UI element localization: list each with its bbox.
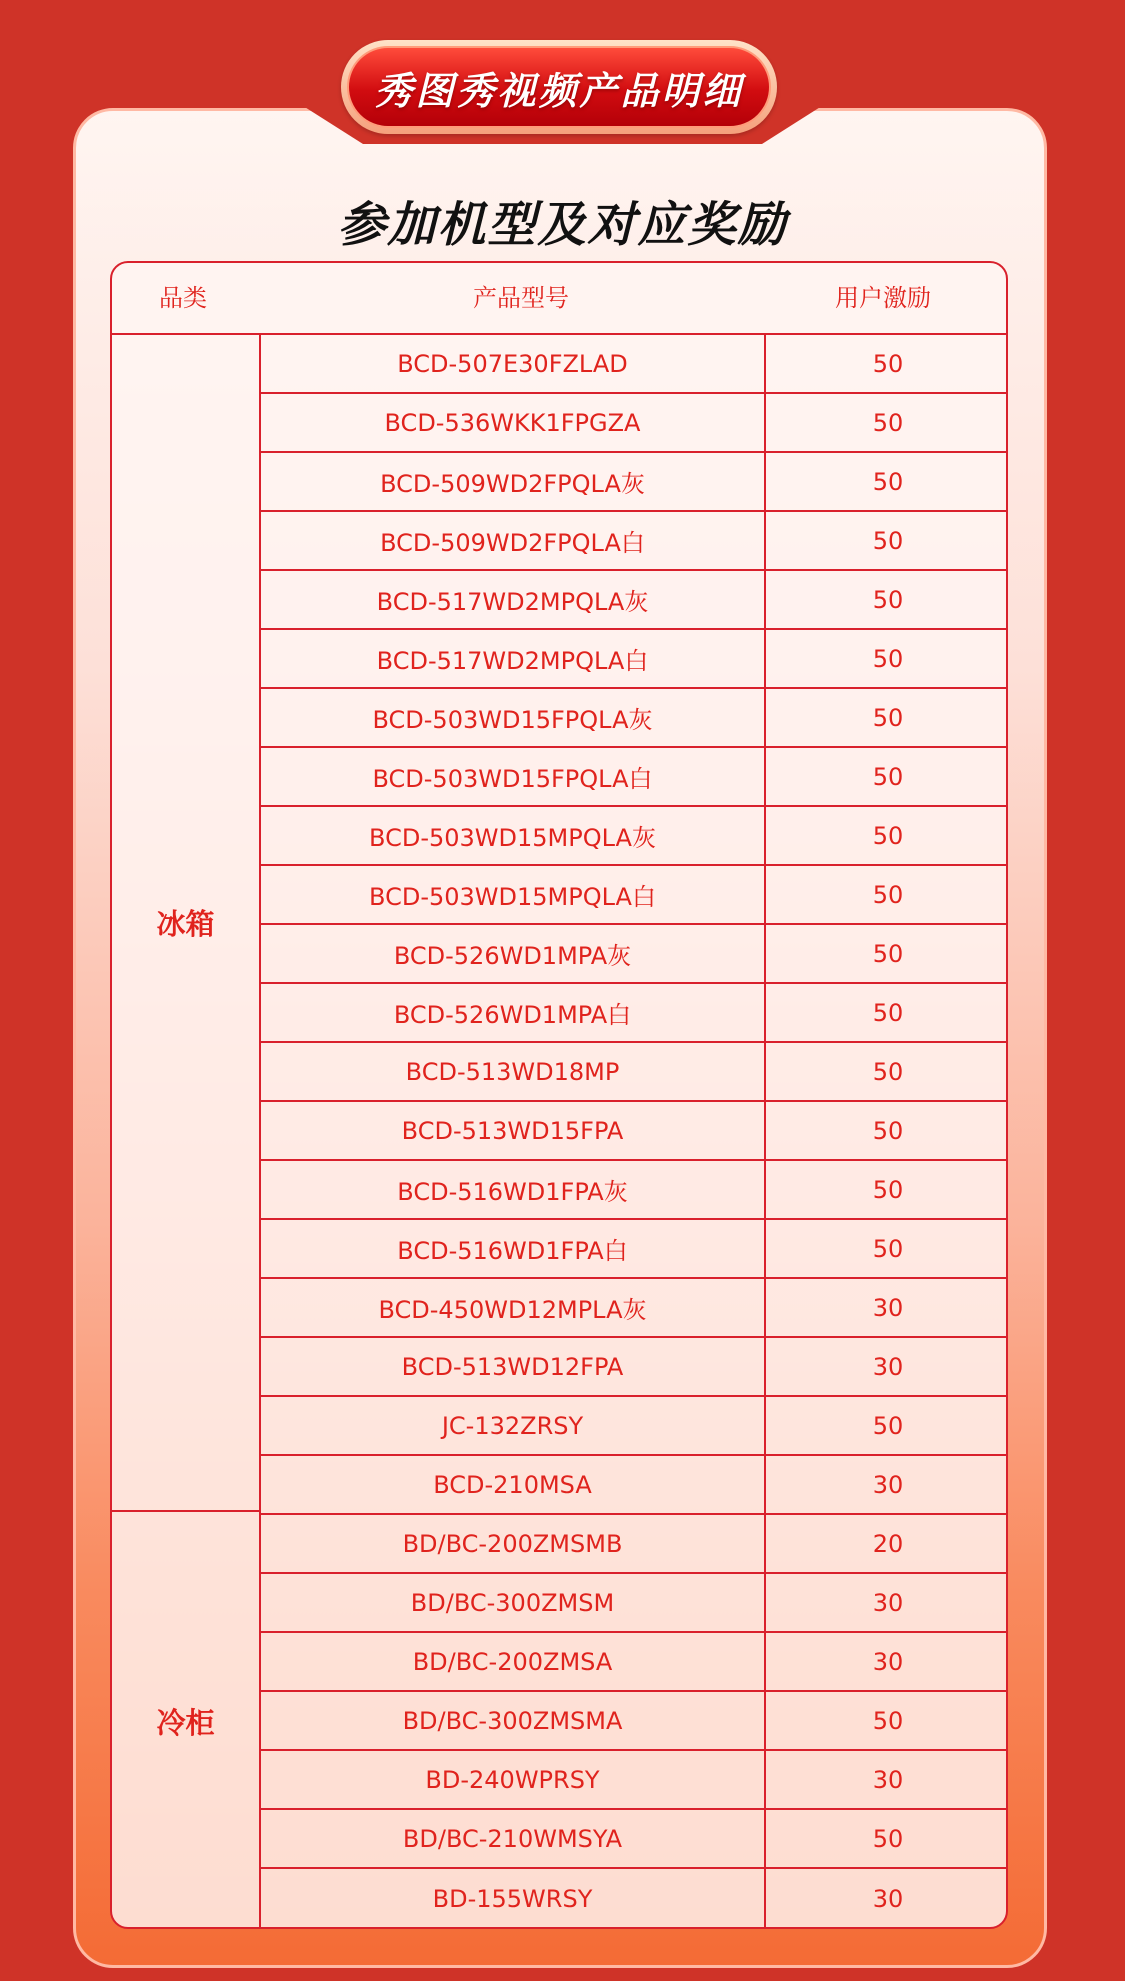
table-row — [261, 1869, 1008, 1928]
model-cell: BCD-513WD18MP — [261, 1043, 766, 1100]
reward-cell: 30 — [872, 1588, 904, 1617]
table-row — [261, 453, 1008, 512]
category-cell-fridge: 冰箱 — [112, 335, 261, 1512]
table-row — [261, 1338, 1008, 1397]
reward-cell: 30 — [872, 1647, 904, 1676]
model-cell: BCD-513WD12FPA — [261, 1338, 766, 1395]
model-cell: BCD-450WD12MPLA灰 — [261, 1279, 766, 1336]
reward-cell: 50 — [872, 1411, 904, 1440]
table-row — [261, 630, 1008, 689]
table-row — [261, 394, 1008, 453]
table-row — [261, 1692, 1008, 1751]
reward-cell: 50 — [872, 880, 904, 909]
reward-cell: 50 — [872, 703, 904, 732]
model-cell: BCD-516WD1FPA白 — [261, 1220, 766, 1277]
reward-cell: 30 — [872, 1470, 904, 1499]
product-table — [110, 261, 1008, 1929]
reward-cell: 50 — [872, 349, 904, 378]
table-header — [112, 263, 1006, 335]
reward-cell: 50 — [872, 998, 904, 1027]
reward-cell: 50 — [872, 821, 904, 850]
table-row — [261, 1574, 1008, 1633]
table-row — [261, 1810, 1008, 1869]
table-row — [261, 512, 1008, 571]
model-cell: BD-240WPRSY — [261, 1751, 766, 1808]
model-cell: JC-132ZRSY — [261, 1397, 766, 1454]
model-cell: BCD-517WD2MPQLA灰 — [261, 571, 766, 628]
header-category: 品类 — [159, 284, 207, 312]
table-body — [261, 335, 1008, 1928]
model-cell: BCD-526WD1MPA灰 — [261, 925, 766, 982]
reward-cell: 20 — [872, 1529, 904, 1558]
table-row — [261, 1102, 1008, 1161]
table-row — [261, 1633, 1008, 1692]
reward-cell: 50 — [872, 1057, 904, 1086]
model-cell: BD/BC-300ZMSMA — [261, 1692, 766, 1749]
header-model: 产品型号 — [473, 284, 569, 312]
model-cell: BCD-517WD2MPQLA白 — [261, 630, 766, 687]
reward-cell: 50 — [872, 644, 904, 673]
model-cell: BD/BC-200ZMSMB — [261, 1515, 766, 1572]
model-cell: BD/BC-300ZMSM — [261, 1574, 766, 1631]
reward-cell: 50 — [872, 939, 904, 968]
model-cell: BCD-507E30FZLAD — [261, 335, 766, 392]
table-row — [261, 689, 1008, 748]
table-row — [261, 1751, 1008, 1810]
model-cell: BD/BC-200ZMSA — [261, 1633, 766, 1690]
reward-cell: 30 — [872, 1765, 904, 1794]
model-cell: BCD-503WD15FPQLA白 — [261, 748, 766, 805]
model-cell: BCD-210MSA — [261, 1456, 766, 1513]
reward-cell: 50 — [872, 1706, 904, 1735]
model-cell: BCD-509WD2FPQLA灰 — [261, 453, 766, 510]
model-cell: BCD-516WD1FPA灰 — [261, 1161, 766, 1218]
model-cell: BCD-503WD15MPQLA灰 — [261, 807, 766, 864]
table-row — [261, 1161, 1008, 1220]
reward-cell: 50 — [872, 467, 904, 496]
reward-cell: 30 — [872, 1293, 904, 1322]
table-row — [261, 807, 1008, 866]
model-cell: BCD-513WD15FPA — [261, 1102, 766, 1159]
reward-cell: 50 — [872, 1234, 904, 1263]
reward-cell: 50 — [872, 526, 904, 555]
banner-title: 秀图秀视频产品明细 — [374, 68, 744, 113]
reward-cell: 30 — [872, 1352, 904, 1381]
table-row — [261, 1397, 1008, 1456]
reward-cell: 50 — [872, 1116, 904, 1145]
table-row — [261, 335, 1008, 394]
reward-cell: 30 — [872, 1884, 904, 1913]
title-banner — [341, 40, 777, 134]
reward-cell: 50 — [872, 585, 904, 614]
model-cell: BCD-526WD1MPA白 — [261, 984, 766, 1041]
model-cell: BD-155WRSY — [261, 1869, 766, 1928]
category-cell-freezer: 冷柜 — [112, 1512, 261, 1929]
model-cell: BCD-509WD2FPQLA白 — [261, 512, 766, 569]
reward-cell: 50 — [872, 1175, 904, 1204]
title-banner-inner — [347, 46, 771, 128]
table-row — [261, 925, 1008, 984]
model-cell: BCD-503WD15MPQLA白 — [261, 866, 766, 923]
table-row — [261, 1515, 1008, 1574]
table-row — [261, 748, 1008, 807]
reward-cell: 50 — [872, 762, 904, 791]
section-subtitle: 参加机型及对应奖励 — [337, 197, 788, 253]
table-row — [261, 1043, 1008, 1102]
model-cell: BD/BC-210WMSYA — [261, 1810, 766, 1867]
table-row — [261, 866, 1008, 925]
table-row — [261, 571, 1008, 630]
table-row — [261, 1279, 1008, 1338]
reward-cell: 50 — [872, 408, 904, 437]
model-cell: BCD-503WD15FPQLA灰 — [261, 689, 766, 746]
table-row — [261, 1456, 1008, 1515]
header-reward: 用户激励 — [835, 284, 931, 312]
table-row — [261, 1220, 1008, 1279]
reward-cell: 50 — [872, 1824, 904, 1853]
model-cell: BCD-536WKK1FPGZA — [261, 394, 766, 451]
table-row — [261, 984, 1008, 1043]
